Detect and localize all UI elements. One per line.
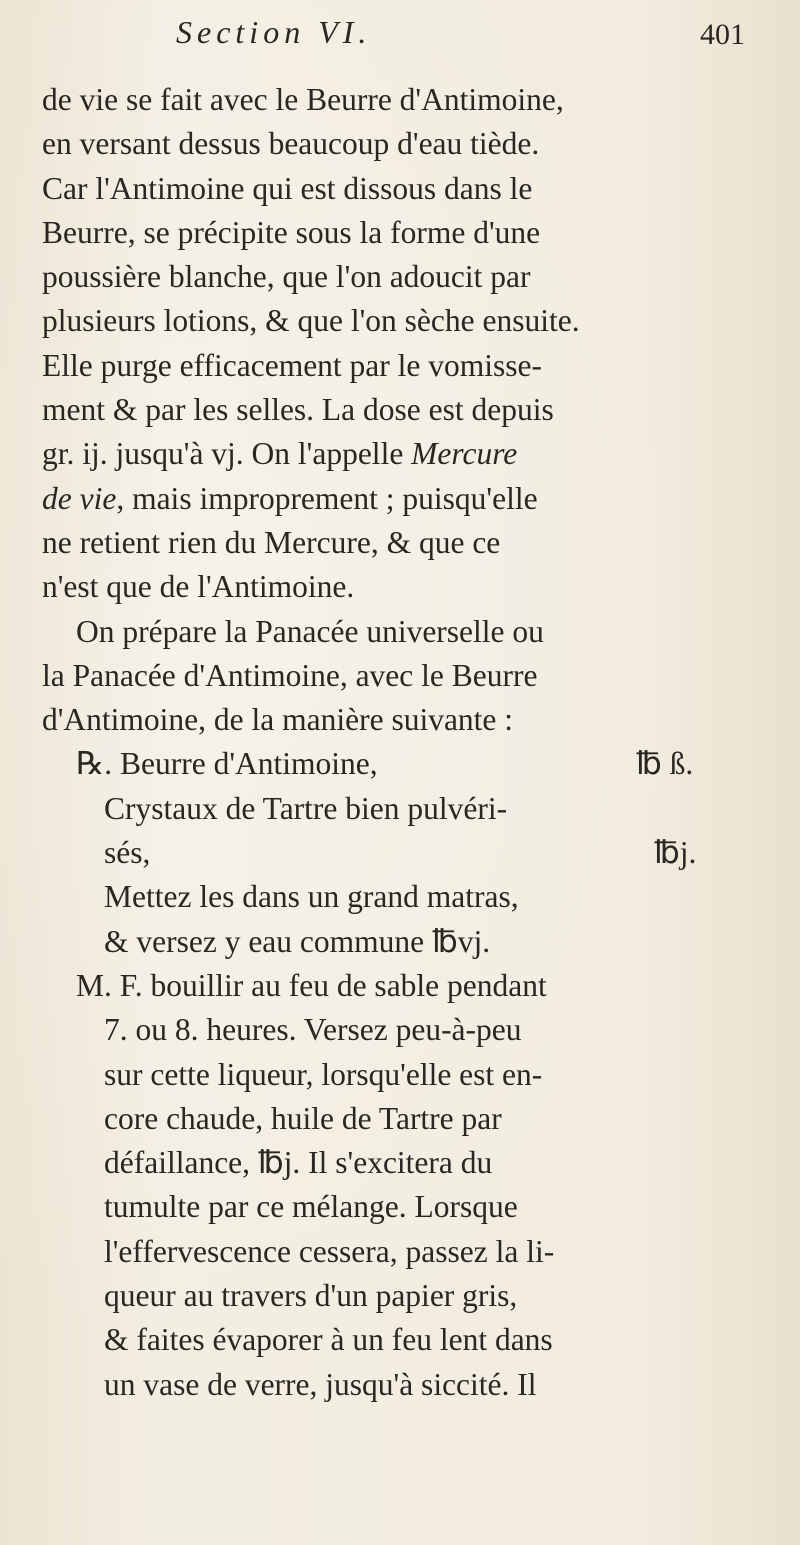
text-line: de vie se fait avec le Beurre d'Antimoine, — [42, 82, 564, 117]
italic-term: de vie — [42, 480, 117, 516]
recipe-line — [42, 742, 782, 786]
text-line: en versant dessus beaucoup d'eau tiède. — [42, 126, 540, 162]
recipe-line: sur cette liqueur, lorsqu'elle est en- — [104, 1056, 543, 1092]
recipe-line: & versez y eau commune ℔vj. — [104, 923, 491, 959]
text-line: poussière blanche, que l'on adoucit par — [42, 259, 531, 295]
text-line: la Panacée d'Antimoine, avec le Beurre — [42, 657, 538, 693]
text-line: Beurre, se précipite sous la forme d'une — [42, 214, 541, 250]
recipe-quantity: ℔ ß. — [636, 746, 694, 782]
recipe-line: Crystaux de Tartre bien pulvéri- — [104, 790, 508, 826]
recipe-quantity: ℔j. — [654, 835, 697, 871]
recipe-line: tumulte par ce mélange. Lorsque — [104, 1189, 518, 1225]
body-text — [42, 78, 782, 1407]
recipe-line: queur au travers d'un papier gris, — [104, 1278, 518, 1314]
recipe-line: M. F. bouillir au feu de sable pendant — [76, 967, 547, 1003]
italic-term: Mercure — [411, 436, 518, 472]
recipe-line: Mettez les dans un grand matras, — [104, 879, 519, 915]
recipe-line: l'effervescence cessera, passez la li- — [104, 1233, 555, 1269]
text-line: plusieurs lotions, & que l'on sèche ensuite. — [42, 303, 580, 339]
text-fragment: , mais improprement ; puisqu'elle — [116, 480, 538, 516]
text-line — [42, 432, 782, 476]
recipe-line — [42, 831, 782, 875]
text-line: Elle purge efficacement par le vomisse- — [42, 347, 543, 383]
recipe-ingredient: sés, — [104, 835, 151, 871]
text-fragment: gr. ij. jusqu'à vj. On l'appelle — [42, 436, 404, 472]
recipe-line: 7. ou 8. heures. Versez peu-à-peu — [104, 1012, 522, 1048]
text-line: Car l'Antimoine qui est dissous dans le — [42, 170, 533, 206]
text-line: ne retient rien du Mercure, & que ce — [42, 524, 501, 560]
recipe-line: un vase de verre, jusqu'à siccité. Il — [104, 1366, 537, 1402]
text-line — [42, 477, 782, 521]
recipe-line: core chaude, huile de Tartre par — [104, 1100, 502, 1136]
recipe-line: défaillance, ℔j. Il s'excitera du — [104, 1145, 493, 1181]
page-header — [0, 8, 800, 68]
page-number: 401 — [700, 18, 745, 51]
running-head: Section VI. — [176, 14, 372, 50]
text-line: ment & par les selles. La dose est depuis — [42, 392, 554, 428]
text-line: n'est que de l'Antimoine. — [42, 569, 355, 605]
text-line: On prépare la Panacée universelle ou — [76, 613, 544, 649]
text-line: d'Antimoine, de la manière suivante : — [42, 702, 514, 738]
recipe-line: & faites évaporer à un feu lent dans — [104, 1322, 553, 1358]
recipe-ingredient: ℞. Beurre d'Antimoine, — [76, 746, 378, 782]
